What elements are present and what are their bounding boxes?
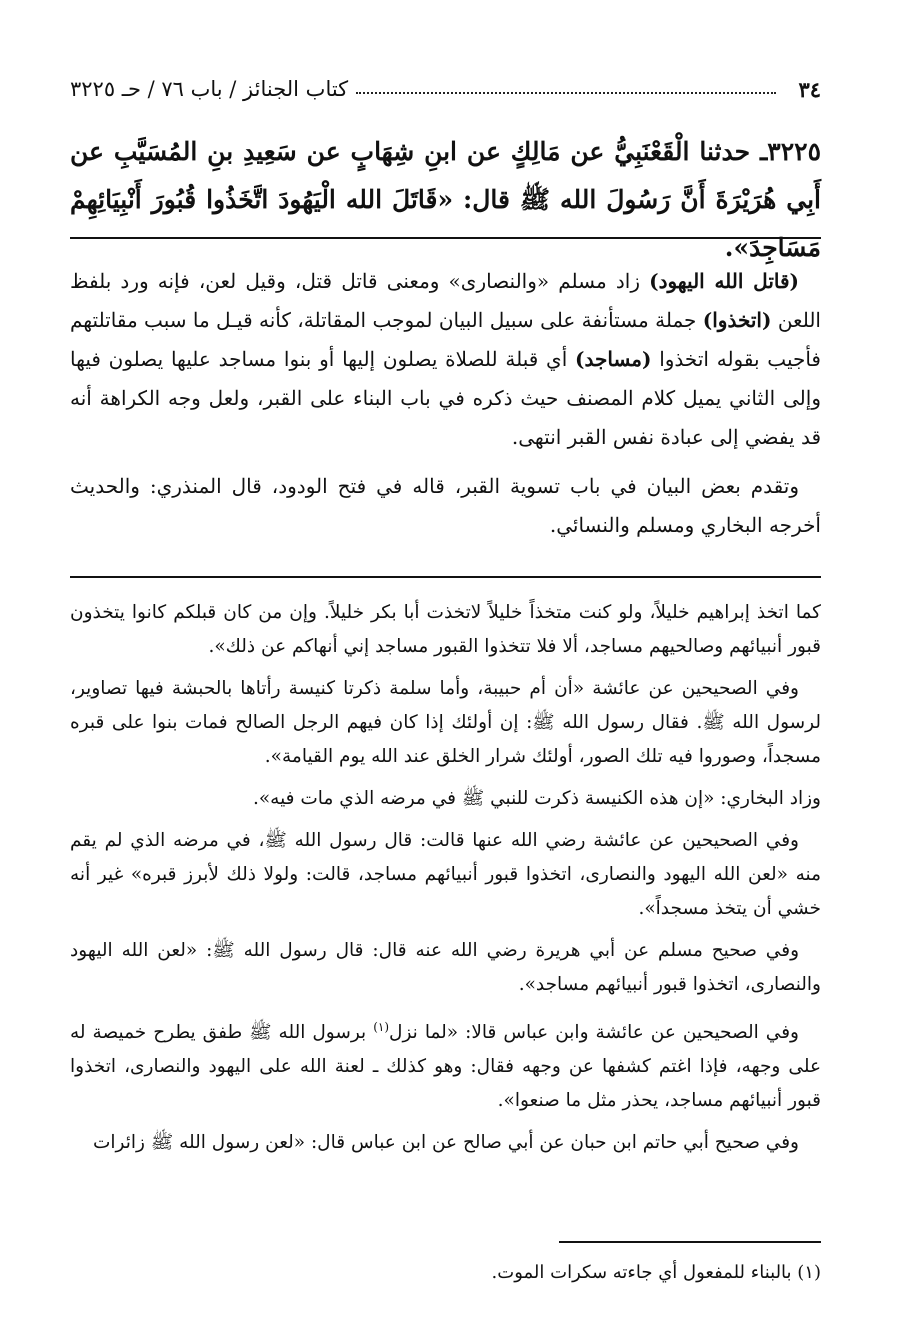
commentary-paragraph <box>70 262 821 457</box>
commentary-term: (قاتل الله اليهود) <box>649 269 799 293</box>
note-text: برسول الله ﷺ طفق يطرح خميصة له على وجهه، فإذا اغتم كشفها عن وجهه فقال: وهو كذلك ـ لعنة الله على اليهود والنصارى، اتخذوا قبور أنبيائهم مساجد، يحذر مثل ما صنعوا». <box>70 1022 821 1112</box>
hadith-text: ـ حدثنا الْقَعْنَبِيُّ عن مَالِكٍ عن ابنِ شِهَابٍ عن سَعِيدِ بنِ المُسَيَّبِ عن أَبِي هُرَيْرَةَ أَنَّ رَسُولَ الله ﷺ قال: «قَاتَلَ الله الْيَهُودَ اتَّخَذُوا قُبُورَ أَنْبِيَائِهِمْ مَسَاجِدَ». <box>70 137 821 262</box>
running-title: كتاب الجنائز / باب ٧٦ / حـ ٣٢٢٥ <box>70 77 349 101</box>
page-number: ٣٤ <box>798 76 821 102</box>
note-text: وفي الصحيحين عن عائشة وابن عباس قالا: «لما نزل <box>389 1022 799 1044</box>
hadith-text-block <box>70 128 821 272</box>
note-paragraph: كما اتخذ إبراهيم خليلاً، ولو كنت متخذاً خليلاً لاتخذت أبا بكر خليلاً. وإن من كان قبلكم كانوا يتخذون قبور أنبيائهم وصالحيهم مساجد، ألا فلا تتخذوا القبور مساجد إني أنهاكم عن ذلك». <box>70 602 821 657</box>
footnote: (١) بالبناء للمفعول أي جاءته سكرات الموت. <box>491 1262 821 1283</box>
notes-block <box>70 596 821 1168</box>
commentary-term: (مساجد) <box>575 347 652 371</box>
commentary-text: جملة مستأنفة على سبيل البيان لموجب المقاتلة، كأنه قيـل ما سبب مقاتلتهم فأجيب بقوله اتخذوا <box>70 308 821 371</box>
note-paragraph: وزاد البخاري: «إن هذه الكنيسة ذكرت للنبي ﷺ في مرضه الذي مات فيه». <box>252 788 821 809</box>
hadith-number: ٣٢٢٥ <box>767 137 821 166</box>
commentary-text: زاد مسلم «والنصارى» ومعنى قاتل قتل، وقيل لعن، فإنه ورد بلفظ اللعن <box>70 269 821 332</box>
note-paragraph <box>70 1010 821 1118</box>
note-paragraph: وفي الصحيحين عن عائشة «أن أم حبيبة، وأما سلمة ذكرتا كنيسة رأتاها بالحبشة فيها تصاوير، لرسول الله ﷺ. فقال رسول الله ﷺ: إن أولئك إذا كان فيهم الرجل الصالح فمات بنوا على قبره مسجداً، وصوروا فيه تلك الصور، أولئك شرار الخلق عند الله يوم القيامة». <box>70 678 821 767</box>
commentary-paragraph: وتقدم بعض البيان في باب تسوية القبر، قاله في فتح الودود، قال المنذري: والحديث أخرجه البخاري ومسلم والنسائي. <box>70 474 821 537</box>
divider-rule <box>70 576 821 578</box>
note-paragraph: وفي الصحيحين عن عائشة رضي الله عنها قالت: قال رسول الله ﷺ، في مرضه الذي لم يقم منه «لعن الله اليهود والنصارى، اتخذوا قبور أنبيائهم مساجد، قالت: ولولا ذلك لأبرز قبره» غير أنه خشي أن يتخذ مسجداً». <box>70 830 821 919</box>
commentary-block <box>70 262 821 555</box>
commentary-term: (اتخذوا) <box>702 308 772 332</box>
header-dotted-leader <box>356 92 776 94</box>
note-paragraph: وفي صحيح أبي حاتم ابن حبان عن أبي صالح عن ابن عباس قال: «لعن رسول الله ﷺ زائرات <box>93 1132 799 1154</box>
footnote-rule <box>559 1241 821 1243</box>
page-header <box>70 74 821 104</box>
footnote-reference[interactable]: (١) <box>373 1020 390 1034</box>
commentary-text: أي قبلة للصلاة يصلون إليها أو بنوا مساجد عليها يصلون فيها وإلى الثاني يميل كلام المصنف حيث ذكره في باب البناء على القبر، ولعل وجه الكراهة أنه قد يفضي إلى عبادة نفس القبر انتهى. <box>70 347 821 449</box>
note-paragraph: وفي صحيح مسلم عن أبي هريرة رضي الله عنه قال: قال رسول الله ﷺ: «لعن الله اليهود والنصارى، اتخذوا قبور أنبيائهم مساجد». <box>70 940 821 995</box>
divider-rule <box>70 237 821 239</box>
